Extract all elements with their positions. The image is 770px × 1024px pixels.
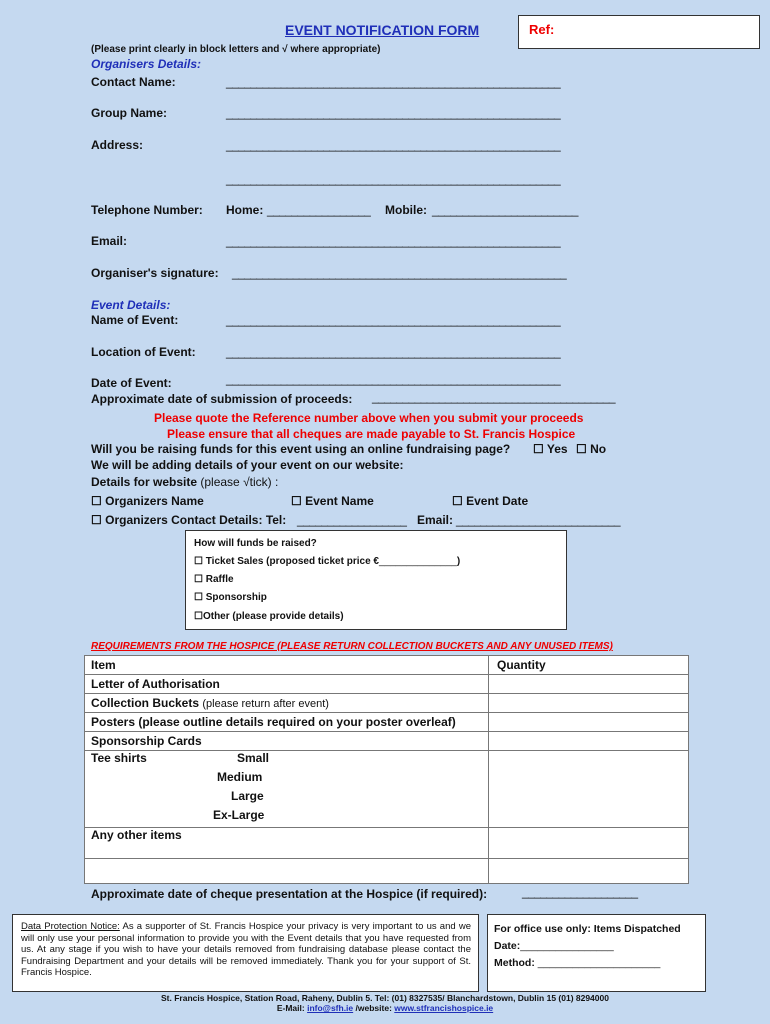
funds-other-option[interactable]	[194, 611, 344, 622]
no-option[interactable]	[576, 442, 606, 456]
size-small: Small	[237, 751, 270, 765]
contact-tel-field[interactable]: __________________	[297, 513, 407, 527]
mobile-label: Mobile:	[385, 203, 427, 217]
form-title: EVENT NOTIFICATION FORM	[285, 22, 480, 38]
footer-address: St. Francis Hospice, Station Road, Raheny, Dublin 5. Tel: (01) 8327535/ Blanchardstown, Dublin 15 (01) 8294000	[161, 993, 609, 1003]
funds-raffle-label: Raffle	[205, 574, 234, 585]
home-phone-field[interactable]: _________________	[267, 203, 371, 217]
address-label: Address:	[91, 138, 144, 152]
event-heading: Event Details:	[91, 298, 171, 312]
checkbox-icon: ☐	[194, 611, 203, 622]
event-date-field[interactable]: _______________________________________________________	[226, 372, 561, 386]
col-item: Item	[85, 656, 489, 675]
checkbox-icon: ☐	[194, 574, 203, 585]
qty-letter[interactable]	[489, 675, 689, 694]
qty-sponsorship-cards[interactable]	[489, 732, 689, 751]
qty-blank[interactable]	[489, 859, 689, 884]
option-event-date-label: Event Date	[466, 494, 529, 508]
data-protection-text	[21, 921, 471, 979]
notice-reference: Please quote the Reference number above when you submit your proceeds	[154, 411, 584, 425]
funds-box	[185, 530, 567, 630]
event-location-label: Location of Event:	[91, 345, 196, 359]
table-row	[85, 713, 689, 732]
data-protection-box	[12, 914, 479, 992]
item-buckets	[85, 694, 489, 713]
contact-email-field[interactable]: ___________________________	[456, 513, 620, 527]
event-name-label: Name of Event:	[91, 313, 179, 327]
qty-buckets[interactable]	[489, 694, 689, 713]
contact-email-label: Email:	[417, 513, 454, 527]
qty-tee-shirts[interactable]	[489, 751, 689, 828]
footer-website-label: /website:	[355, 1003, 392, 1013]
qty-other[interactable]	[489, 828, 689, 859]
telephone-label: Telephone Number:	[91, 203, 203, 217]
funds-question: How will funds be raised?	[194, 538, 317, 549]
yes-option[interactable]	[533, 442, 568, 456]
event-date-label: Date of Event:	[91, 376, 172, 390]
checkbox-icon: ☐	[533, 442, 544, 456]
option-contact-label: Organizers Contact Details: Tel:	[105, 513, 287, 527]
funds-ticket-label: Ticket Sales (proposed ticket price €	[205, 556, 379, 567]
data-protection-title: Data Protection Notice:	[21, 921, 120, 932]
col-quantity: Quantity	[489, 656, 689, 675]
office-method[interactable]: Method: _____________________	[494, 957, 661, 969]
footer-website-link[interactable]: www.stfrancishospice.ie	[394, 1003, 494, 1013]
funds-ticket-option[interactable]	[194, 556, 460, 567]
home-label: Home:	[226, 203, 264, 217]
office-use-box	[487, 914, 706, 992]
item-blank[interactable]	[85, 859, 489, 884]
contact-name-label: Contact Name:	[91, 75, 176, 89]
checkbox-icon: ☐	[91, 494, 102, 508]
funds-other-label: Other (please provide details)	[202, 611, 344, 622]
option-event-name[interactable]	[291, 494, 374, 508]
item-buckets-label: Collection Buckets	[91, 696, 200, 710]
item-letter: Letter of Authorisation	[85, 675, 489, 694]
ref-label: Ref:	[529, 22, 555, 37]
event-location-field[interactable]: _______________________________________________________	[226, 345, 561, 359]
address-field-1[interactable]: _______________________________________________________	[226, 138, 561, 152]
size-xlarge: Ex-Large	[213, 808, 265, 822]
address-field-2[interactable]: _______________________________________________________	[226, 172, 561, 186]
office-date-label: Date:	[494, 940, 521, 952]
requirements-table	[84, 655, 689, 884]
signature-label: Organiser's signature:	[91, 266, 219, 280]
table-header-row	[85, 656, 689, 675]
funds-sponsorship-option[interactable]	[194, 592, 267, 603]
checkbox-icon: ☐	[452, 494, 463, 508]
instructions: (Please print clearly in block letters and √ where appropriate)	[91, 44, 381, 55]
option-event-name-label: Event Name	[305, 494, 374, 508]
website-note: We will be adding details of your event on our website:	[91, 458, 404, 472]
details-label-text: Details for website	[91, 475, 198, 489]
table-row	[85, 828, 689, 859]
office-heading: For office use only: Items Dispatched	[494, 923, 681, 935]
requirements-heading: REQUIREMENTS FROM THE HOSPICE (PLEASE RETURN COLLECTION BUCKETS AND ANY UNUSED ITEMS)	[91, 641, 613, 652]
office-date[interactable]: Date:________________	[494, 940, 614, 952]
proceeds-date-label: Approximate date of submission of proceeds:	[91, 392, 353, 406]
table-row	[85, 732, 689, 751]
funds-ticket-end: )	[456, 556, 461, 567]
checkbox-icon: ☐	[194, 592, 203, 603]
contact-name-field[interactable]: _______________________________________________________	[226, 75, 561, 89]
yes-label: Yes	[546, 442, 568, 456]
checkbox-icon: ☐	[91, 513, 102, 527]
size-medium: Medium	[217, 770, 263, 784]
details-label	[91, 475, 278, 489]
online-question: Will you be raising funds for this event using an online fundraising page?	[91, 442, 511, 456]
mobile-phone-field[interactable]: ________________________	[432, 203, 578, 217]
qty-posters[interactable]	[489, 713, 689, 732]
signature-field[interactable]: _______________________________________________________	[232, 266, 567, 280]
group-name-field[interactable]: _______________________________________________________	[226, 106, 561, 120]
item-tee-shirts	[85, 751, 489, 828]
table-row	[85, 751, 689, 828]
item-posters: Posters (please outline details required on your poster overleaf)	[85, 713, 489, 732]
table-row	[85, 694, 689, 713]
checkbox-icon: ☐	[194, 556, 203, 567]
data-protection-body: As a supporter of St. Francis Hospice your privacy is very important to us and we will only use your personal information to provide you with the Event details that you have requested from us. At any stage if you wish to have your details removed from fundraising database please contact the Fundraising Department and your details will be removed immediately. Thank you for your support of St. Francis Hospice.	[21, 921, 472, 978]
option-organizers-name[interactable]	[91, 494, 204, 508]
option-contact-details[interactable]	[91, 513, 286, 527]
checkbox-icon: ☐	[291, 494, 302, 508]
ref-box[interactable]	[518, 15, 760, 49]
cheque-date-field[interactable]: ___________________	[522, 885, 638, 899]
footer-contact	[0, 1003, 770, 1013]
option-organizers-name-label: Organizers Name	[105, 494, 204, 508]
item-other: Any other items	[85, 828, 489, 859]
event-name-field[interactable]: _______________________________________________________	[226, 313, 561, 327]
size-large: Large	[231, 789, 264, 803]
group-name-label: Group Name:	[91, 106, 168, 120]
footer-email-label: E-Mail:	[276, 1003, 305, 1013]
funds-raffle-option[interactable]	[194, 574, 234, 585]
notice-cheques: Please ensure that all cheques are made payable to St. Francis Hospice	[167, 427, 576, 441]
checkbox-icon: ☐	[576, 442, 587, 456]
no-label: No	[590, 442, 607, 456]
email-field[interactable]: _______________________________________________________	[226, 234, 561, 248]
option-event-date[interactable]	[452, 494, 528, 508]
office-method-label: Method:	[494, 957, 535, 969]
email-label: Email:	[91, 234, 128, 248]
tee-shirts-label: Tee shirts	[91, 751, 147, 765]
ticket-price-field[interactable]: ______________	[378, 556, 457, 567]
cheque-date-label: Approximate date of cheque presentation at the Hospice (if required):	[91, 887, 488, 901]
footer-email-link[interactable]: info@sfh.ie	[307, 1003, 354, 1013]
proceeds-date-field[interactable]: ________________________________________	[372, 390, 615, 404]
item-sponsorship-cards: Sponsorship Cards	[85, 732, 489, 751]
item-buckets-note: (please return after event)	[202, 698, 329, 710]
table-row	[85, 675, 689, 694]
details-hint: (please √tick) :	[200, 475, 279, 489]
table-row	[85, 859, 689, 884]
funds-sponsorship-label: Sponsorship	[205, 592, 267, 603]
organisers-heading: Organisers Details:	[91, 57, 202, 71]
